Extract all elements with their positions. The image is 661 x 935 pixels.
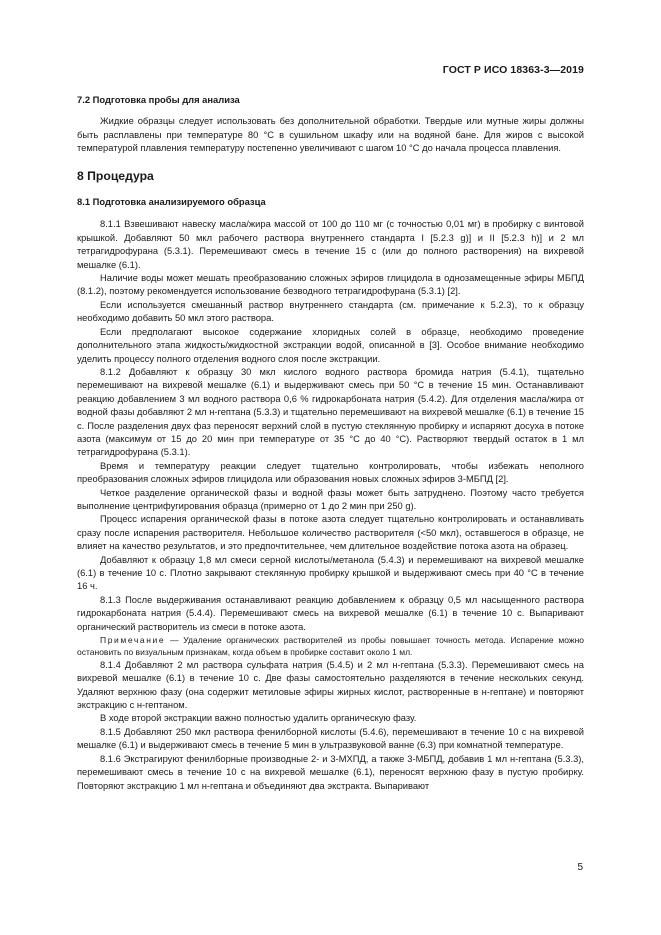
paragraph: 8.1.6 Экстрагируют фенилборные производные 2- и 3-МХПД, а также 3-МБПД, добавив 1 мл н-гептана (5.3.3), перемешивают смесь в течение 10 с на вихревой мешалке (6.1), переносят верхнюю фазу в пустую пробирку. Повторяют экстракцию 1 мл н-гептана и объединяют два экстракта. Выпаривают bbox=[77, 753, 584, 791]
paragraph: Добавляют к образцу 1,8 мл смеси серной кислоты/метанола (5.4.3) и перемешивают на вихревой мешалке (6.1) в течение 10 с. Плотно закрывают стеклянную пробирку крышкой и выдерживают смесь при 40 °С в течение 16 ч. bbox=[77, 554, 584, 592]
paragraph: 8.1.2 Добавляют к образцу 30 мкл кислого водного раствора бромида натрия (5.4.1), тщательно перемешивают на вихревой мешалке (6.1) и выдерживают смесь при 50 °С в течение 15 мин. Останавливают реакцию добавлением 3 мл водного раствора 0,6 % гидрокарбоната натрия (5.4.2). Для отделения масла/жира от водной фазы добавляют 2 мл н-гептана (5.3.3) и тщательно перемешивают на вихревой мешалке (6.1) в течение 15 с. После разделения двух фаз переносят верхний слой в пустую стеклянную пробирку и испаряют досуха в потоке азота (максимум от 15 до 20 мин при температуре от 35 °С до 40 °С). Растворяют твердый остаток в 1 мл тетрагидрофурана (5.3.1). bbox=[77, 366, 584, 458]
paragraph: Жидкие образцы следует использовать без дополнительной обработки. Твердые или мутные жиры должны быть расплавлены при температуре 80 °С в сушильном шкафу или на водяной бане. Для жиров с высокой температурой плавления температуру постепенно увеличивают с шагом 10 °С до начала процесса плавления. bbox=[77, 116, 584, 154]
paragraph: 8.1.1 Взвешивают навеску масла/жира массой от 100 до 110 мг (с точностью 0,01 мг) в пробирку с винтовой крышкой. Добавляют 50 мкл рабочего раствора внутреннего стандарта I [5.2.3 g)] и II [5.2.3 h)] и 2 мл тетрагидрофурана (5.3.1). Перемешивают смесь в течение 15 с (или до полного растворения) на вихревой мешалке (6.1). bbox=[77, 219, 584, 270]
paragraph: Четкое разделение органической фазы и водной фазы может быть затруднено. Поэтому часто требуется выполнение центрифугирования образца (примерно от 1 до 2 мин при 250 g). bbox=[77, 487, 584, 511]
note-text: — Удаление органических растворителей из пробы повышает точность метода. Испарение можно остановить по визуальным признакам, когда объем в пробирке составит около 1 мл. bbox=[77, 635, 584, 658]
section-8-1-title: 8.1 Подготовка анализируемого образца bbox=[77, 196, 266, 208]
section-8-1-body bbox=[77, 218, 584, 792]
note-label: Примечание bbox=[100, 635, 166, 646]
paragraph: Процесс испарения органической фазы в потоке азота следует тщательно контролировать и останавливать сразу после испарения растворителя. Небольшое количество растворителя (<50 мкл), оставшегося в образце, не влияет на качество результатов, и это предпочтительнее, чем длительное воздействие потока азота на образец. bbox=[77, 514, 584, 552]
paragraph: 8.1.3 После выдерживания останавливают реакцию добавлением к образцу 0,5 мл насыщенного раствора гидрокарбоната натрия (5.4.4). Перемешивают смесь на вихревой мешалке (6.1) в течение 10 с. Выпаривают органический растворитель из смеси в потоке азота. bbox=[77, 594, 584, 632]
section-7-2-body bbox=[77, 115, 584, 155]
paragraph: Время и температуру реакции следует тщательно контролировать, чтобы избежать неполного преобразования сложных эфиров глицидола или образования новых сложных эфиров 3-МБПД [2]. bbox=[77, 460, 584, 485]
paragraph: Если используется смешанный раствор внутреннего стандарта (см. примечание к 5.2.3), то к образцу необходимо добавить 50 мкл этого раствора. bbox=[77, 299, 584, 324]
page-number: 5 bbox=[577, 862, 583, 873]
paragraph: 8.1.4 Добавляют 2 мл раствора сульфата натрия (5.4.5) и 2 мл н-гептана (5.3.3). Перемешивают смесь на вихревой мешалке (6.1) в течение 10 с. Две фазы самостоятельно разделяются в течение нескольких секунд. Удаляют верхнюю фазу (она содержит метиловые эфиры жирных кислот, растворенные в н-гептане) и повторяют экстракцию с н-гептаном. bbox=[77, 659, 584, 711]
paragraph: 8.1.5 Добавляют 250 мкл раствора фенилборной кислоты (5.4.6), перемешивают в течение 10 с на вихревой мешалке (6.1) и выдерживают смесь в течение 5 мин в ультразвуковой ванне (6.3) при комнатной температуре. bbox=[77, 726, 584, 751]
page-content bbox=[77, 93, 584, 793]
section-7-2-title: 7.2 Подготовка пробы для анализа bbox=[77, 94, 240, 105]
note bbox=[77, 634, 584, 659]
document-header: ГОСТ Р ИСО 18363-3—2019 bbox=[442, 64, 584, 76]
paragraph: Наличие воды может мешать преобразованию сложных эфиров глицидола в однозамещенные эфиры МБПД (8.1.2), поэтому рекомендуется использование безводного тетрагидрофурана (5.3.1) [2]. bbox=[77, 273, 584, 297]
section-8-title: 8 Процедура bbox=[77, 168, 154, 183]
paragraph: В ходе второй экстракции важно полностью удалить органическую фазу. bbox=[100, 713, 417, 724]
paragraph: Если предполагают высокое содержание хлоридных солей в образце, необходимо проведение дополнительного этапа жидкость/жидкостной экстракции водой, описанной в [3]. Особое внимание необходимо уделить процессу полного отделения водного слоя после экстракции. bbox=[77, 326, 584, 364]
